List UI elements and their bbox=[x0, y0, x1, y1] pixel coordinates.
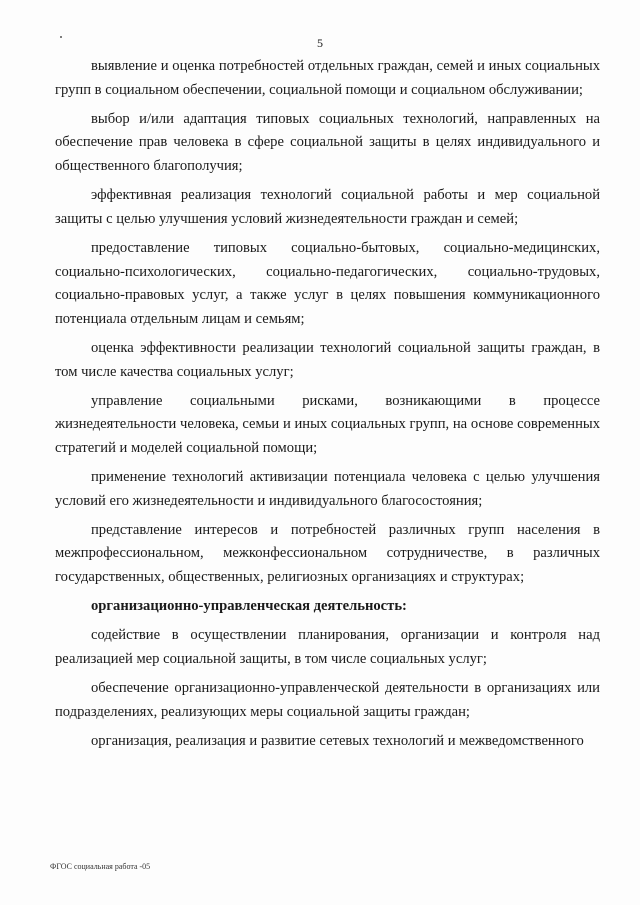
paragraph: применение технологий активизации потенциала человека с целью улучшения условий его жизнедеятельности и индивидуального благосостояния; bbox=[55, 469, 600, 509]
paragraph: выявление и оценка потребностей отдельных граждан, семей и иных социальных групп в социальном обеспечении, социальной помощи и социальном обслуживании; bbox=[55, 58, 600, 98]
paragraph: представление интересов и потребностей различных групп населения в межпрофессиональном, межконфессиональном сотрудничестве, в различных государственных, общественных, религиозных организациях и структурах; bbox=[55, 521, 600, 586]
paragraph: обеспечение организационно-управленческой деятельности в организациях или подразделениях, реализующих меры социальной защиты граждан; bbox=[55, 680, 600, 720]
document-body bbox=[55, 55, 600, 759]
section-heading: организационно-управленческая деятельность: bbox=[91, 598, 407, 615]
paragraph: оценка эффективности реализации технологий социальной защиты граждан, в том числе качества социальных услуг; bbox=[55, 339, 600, 380]
page-number: 5 bbox=[317, 36, 323, 50]
paragraph: управление социальными рисками, возникающими в процессе жизнедеятельности человека, семьи и иных социальных групп, на основе современных стратегий и моделей социальной помощи; bbox=[55, 392, 600, 456]
paragraph: содействие в осуществлении планирования, организации и контроля над реализацией мер социальной защиты, в том числе социальных услуг; bbox=[55, 627, 600, 667]
paragraph: эффективная реализация технологий социальной работы и мер социальной защиты с целью улучшения условий жизнедеятельности граждан и семей; bbox=[55, 187, 600, 227]
paragraph: выбор и/или адаптация типовых социальных технологий, направленных на обеспечение прав человека в сфере социальной защиты в целях индивидуального и общественного благополучия; bbox=[55, 110, 600, 174]
paragraph: организация, реализация и развитие сетевых технологий и межведомственного bbox=[91, 732, 584, 749]
page-footer: ФГОС социальная работа -05 bbox=[50, 862, 151, 871]
paragraph: предоставление типовых социально-бытовых, социально-медицинских, социально-психологических, социально-педагогических, социально-трудовых, социально-правовых услуг, а также услуг в целях повышения коммуникационного потенциала отдельным лицам и семьям; bbox=[55, 239, 600, 327]
